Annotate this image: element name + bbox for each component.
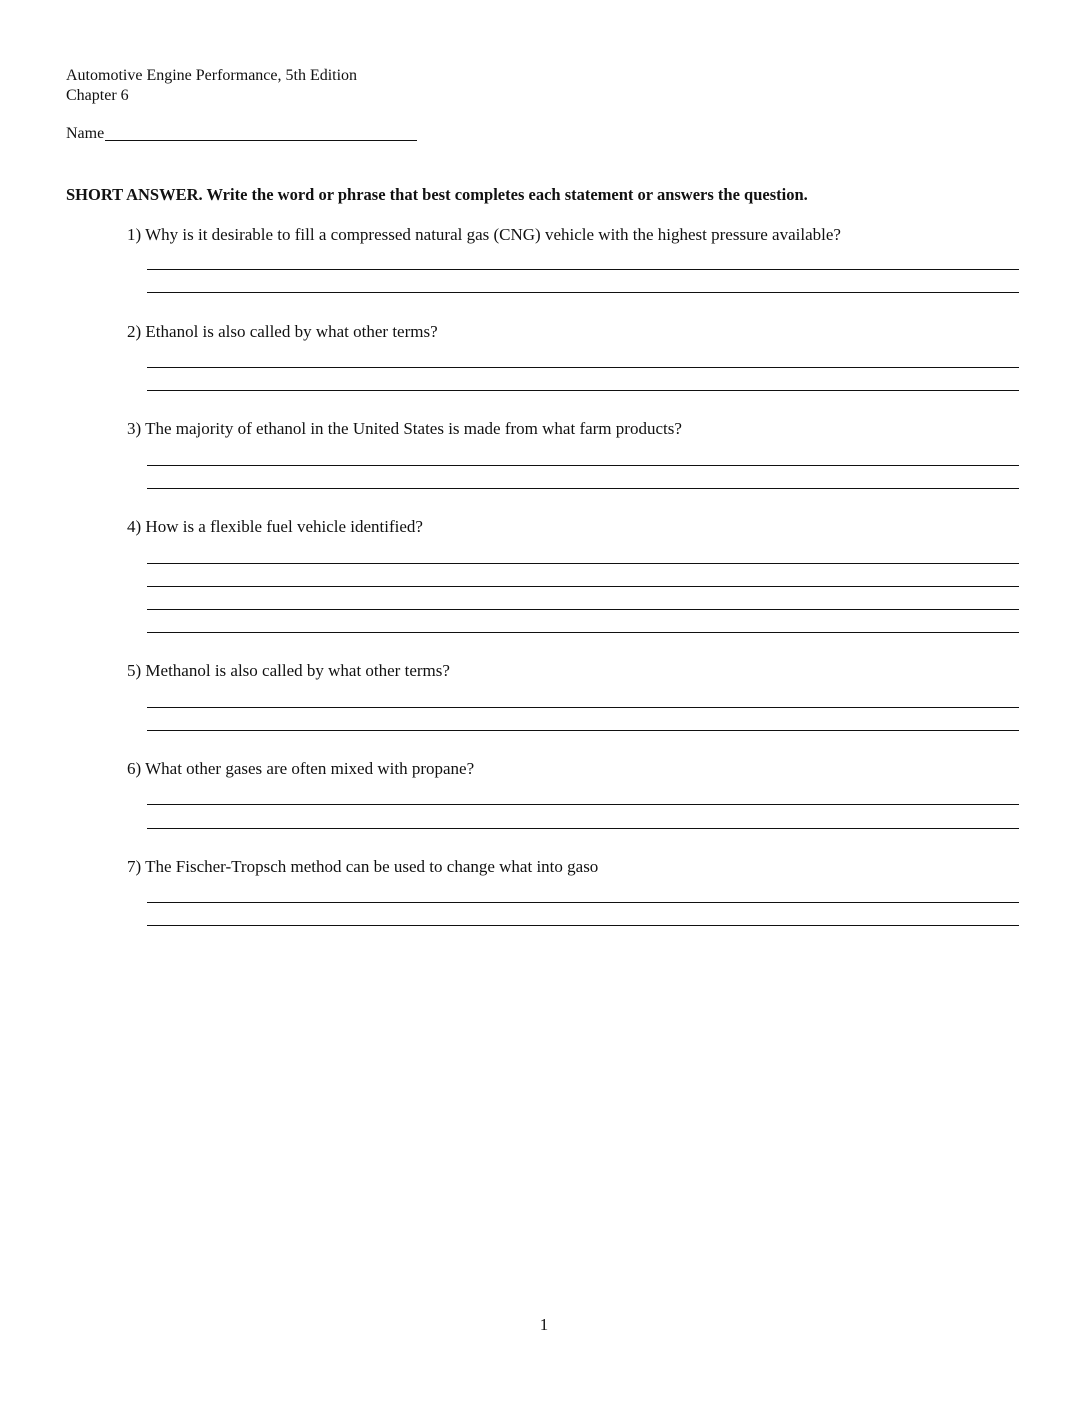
question-4: 4) How is a flexible fuel vehicle identified? [127,517,423,536]
answer-line[interactable] [147,367,1019,368]
chapter-label: Chapter 6 [66,87,129,104]
name-label: Name [66,125,105,142]
answer-line[interactable] [147,804,1019,805]
name-blank-line[interactable] [105,140,417,141]
answer-line[interactable] [147,707,1019,708]
question-6: 6) What other gases are often mixed with propane? [127,759,475,778]
answer-line[interactable] [147,828,1019,829]
answer-line[interactable] [147,563,1019,564]
instructions: SHORT ANSWER. Write the word or phrase that best completes each statement or answers the question. [66,185,808,204]
question-5: 5) Methanol is also called by what other terms? [127,661,450,680]
question-3: 3) The majority of ethanol in the United States is made from what farm products? [127,419,682,438]
answer-line[interactable] [147,488,1019,489]
answer-line[interactable] [147,902,1019,903]
answer-line[interactable] [147,269,1019,270]
question-2: 2) Ethanol is also called by what other terms? [127,322,438,341]
name-field [66,124,417,144]
page-number: 1 [539,1315,549,1334]
question-1: 1) Why is it desirable to fill a compressed natural gas (CNG) vehicle with the highest pressure available? [127,225,841,244]
answer-line[interactable] [147,730,1019,731]
answer-line[interactable] [147,925,1019,926]
answer-line[interactable] [147,609,1019,610]
book-title: Automotive Engine Performance, 5th Edition [66,67,358,84]
answer-line[interactable] [147,632,1019,633]
document-header [66,66,357,106]
answer-line[interactable] [147,465,1019,466]
answer-line[interactable] [147,390,1019,391]
answer-line[interactable] [147,292,1019,293]
answer-line[interactable] [147,586,1019,587]
question-7: 7) The Fischer-Tropsch method can be used to change what into gaso [127,857,599,876]
